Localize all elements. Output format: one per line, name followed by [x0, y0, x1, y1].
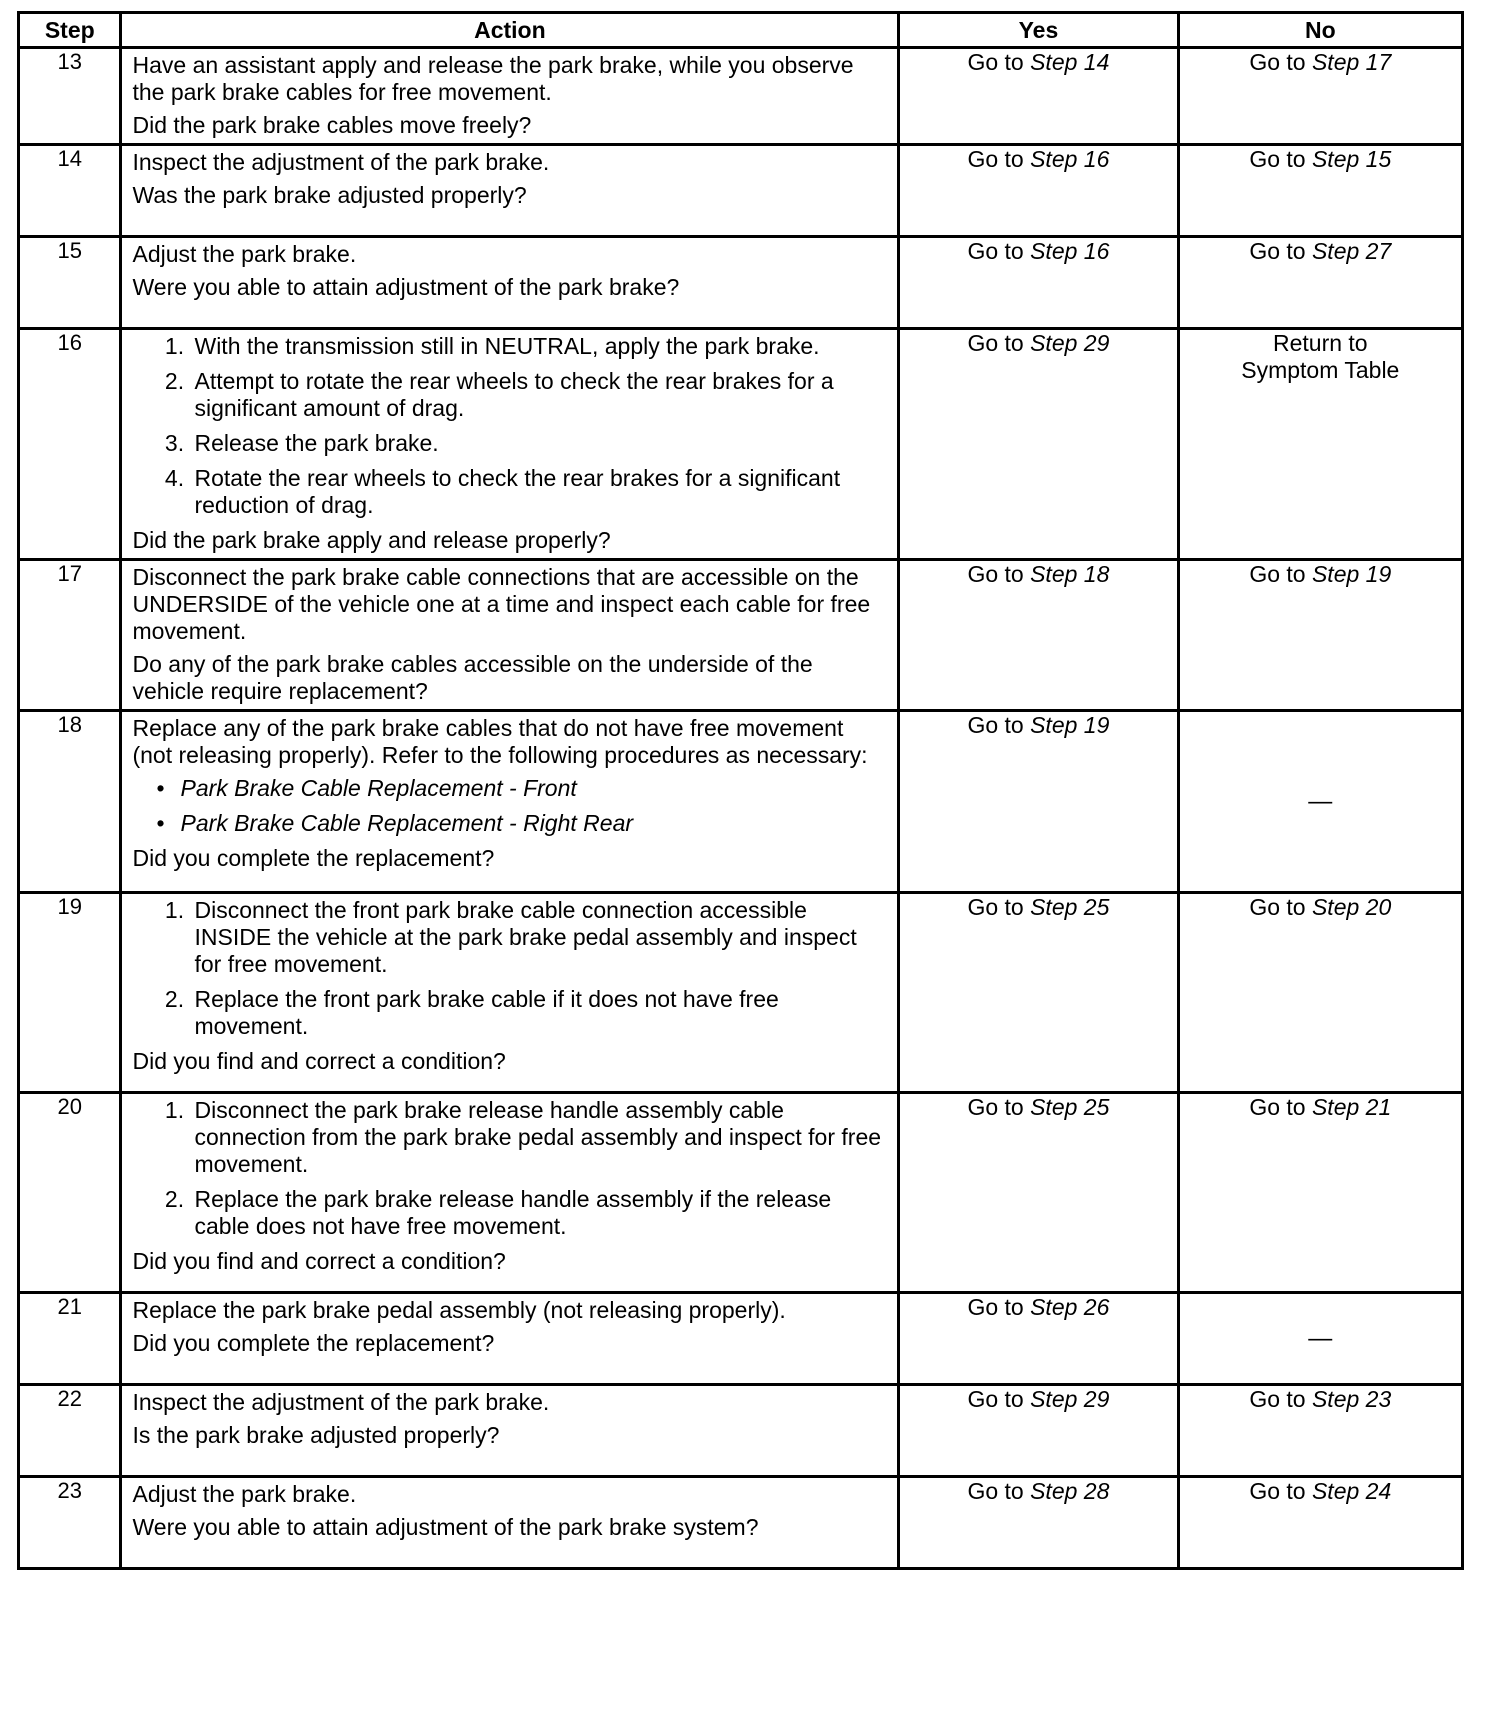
yes-step-link[interactable]: Step 28: [1030, 1478, 1110, 1504]
step-number: 20: [19, 1093, 121, 1293]
step-number: 23: [19, 1477, 121, 1569]
no-prefix: Go to: [1249, 1386, 1306, 1412]
procedure-link[interactable]: Park Brake Cable Replacement - Front: [180, 775, 577, 801]
yes-step-link[interactable]: Step 16: [1030, 146, 1110, 172]
yes-prefix: Go to: [967, 712, 1024, 738]
yes-step-link[interactable]: Step 29: [1030, 1386, 1110, 1412]
step-number: 19: [19, 893, 121, 1093]
table-row: [19, 48, 1463, 145]
yes-cell: [899, 145, 1178, 237]
no-step-link[interactable]: Step 23: [1311, 1386, 1392, 1412]
yes-prefix: Go to: [967, 330, 1024, 356]
action-question: Did you find and correct a condition?: [132, 1248, 506, 1274]
symptom-table-link[interactable]: Symptom Table: [1241, 357, 1400, 383]
action-question: Did the park brake cables move freely?: [132, 112, 532, 138]
action-cell: [121, 1477, 899, 1569]
procedure-list: [132, 775, 889, 837]
step-number: 22: [19, 1385, 121, 1477]
bullet-icon: •: [156, 775, 165, 801]
yes-cell: [899, 711, 1178, 893]
no-step-link[interactable]: Step 20: [1311, 894, 1392, 920]
list-item: 1. Disconnect the front park brake cable connection accessible INSIDE the vehicle at the park brake pedal assembly and inspect for free movement.: [190, 897, 889, 978]
list-item: 2. Attempt to rotate the rear wheels to check the rear brakes for a significant amount of drag.: [190, 368, 889, 422]
no-prefix: Go to: [1249, 238, 1306, 264]
list-item: 2. Replace the front park brake cable if it does not have free movement.: [190, 986, 889, 1040]
numbered-list: [132, 333, 889, 519]
yes-cell: [899, 48, 1178, 145]
no-cell: [1178, 145, 1462, 237]
action-question: Did you complete the replacement?: [132, 845, 495, 871]
yes-cell: [899, 1293, 1178, 1385]
no-prefix: Go to: [1249, 561, 1306, 587]
diagnostic-steps-table: [17, 11, 1464, 1570]
yes-step-link[interactable]: Step 18: [1030, 561, 1110, 587]
action-intro: Inspect the adjustment of the park brake.: [132, 1389, 550, 1415]
yes-cell: [899, 329, 1178, 560]
action-question: Did you find and correct a condition?: [132, 1048, 506, 1074]
no-cell: [1178, 237, 1462, 329]
yes-cell: [899, 237, 1178, 329]
table-row: [19, 1385, 1463, 1477]
yes-step-link[interactable]: Step 25: [1030, 1094, 1110, 1120]
list-item: 1. Disconnect the park brake release handle assembly cable connection from the park brake pedal assembly and inspect for free movement.: [190, 1097, 889, 1178]
yes-cell: [899, 1093, 1178, 1293]
yes-prefix: Go to: [967, 1386, 1024, 1412]
action-cell: [121, 1093, 899, 1293]
procedure-link[interactable]: Park Brake Cable Replacement - Right Rear: [180, 810, 634, 836]
no-cell: —: [1178, 1293, 1462, 1385]
no-step-link[interactable]: Step 17: [1311, 49, 1392, 75]
yes-cell: [899, 1477, 1178, 1569]
action-cell: [121, 711, 899, 893]
action-cell: [121, 1293, 899, 1385]
yes-cell: [899, 560, 1178, 711]
action-cell: [121, 145, 899, 237]
yes-step-link[interactable]: Step 29: [1030, 330, 1110, 356]
step-number: 14: [19, 145, 121, 237]
no-cell: [1178, 1093, 1462, 1293]
yes-prefix: Go to: [967, 1294, 1024, 1320]
action-cell: [121, 560, 899, 711]
no-prefix: Go to: [1249, 1094, 1306, 1120]
action-cell: [121, 237, 899, 329]
no-cell: [1178, 329, 1462, 560]
header-step: Step: [19, 13, 121, 48]
action-intro: Replace the park brake pedal assembly (not releasing properly).: [132, 1297, 786, 1323]
table-row: [19, 560, 1463, 711]
step-number: 15: [19, 237, 121, 329]
no-cell: [1178, 48, 1462, 145]
action-question: Was the park brake adjusted properly?: [132, 182, 527, 208]
no-prefix: Go to: [1249, 1478, 1306, 1504]
step-number: 21: [19, 1293, 121, 1385]
table-row: [19, 1293, 1463, 1385]
action-question: Is the park brake adjusted properly?: [132, 1422, 500, 1448]
diagnostic-table-container: [17, 11, 1464, 1570]
yes-cell: [899, 893, 1178, 1093]
action-cell: [121, 1385, 899, 1477]
header-row: [19, 13, 1463, 48]
no-cell: [1178, 560, 1462, 711]
header-action: Action: [121, 13, 899, 48]
yes-step-link[interactable]: Step 19: [1030, 712, 1110, 738]
action-cell: [121, 329, 899, 560]
yes-prefix: Go to: [967, 146, 1024, 172]
action-intro: Have an assistant apply and release the park brake, while you observe the park brake cables for free movement.: [132, 52, 854, 105]
procedure-item: [156, 775, 889, 802]
no-cell: [1178, 893, 1462, 1093]
no-cell: —: [1178, 711, 1462, 893]
yes-prefix: Go to: [967, 238, 1024, 264]
step-number: 17: [19, 560, 121, 711]
no-prefix: Go to: [1249, 894, 1306, 920]
action-question: Do any of the park brake cables accessible on the underside of the vehicle require replacement?: [132, 651, 813, 704]
no-step-link[interactable]: Step 24: [1311, 1478, 1392, 1504]
return-to-line[interactable]: Return to: [1272, 330, 1368, 356]
numbered-list: [132, 897, 889, 1040]
list-item: 1. With the transmission still in NEUTRAL, apply the park brake.: [190, 333, 889, 360]
yes-step-link[interactable]: Step 16: [1030, 238, 1110, 264]
table-row: [19, 145, 1463, 237]
action-question: Were you able to attain adjustment of the park brake?: [132, 274, 680, 300]
step-number: 16: [19, 329, 121, 560]
action-question: Were you able to attain adjustment of the park brake system?: [132, 1514, 759, 1540]
procedure-item: [156, 810, 889, 837]
header-no: No: [1178, 13, 1462, 48]
yes-prefix: Go to: [967, 49, 1024, 75]
numbered-list: [132, 1097, 889, 1240]
yes-step-link[interactable]: Step 25: [1030, 894, 1110, 920]
no-step-link[interactable]: Step 15: [1311, 146, 1392, 172]
table-row: [19, 893, 1463, 1093]
action-question: Did the park brake apply and release properly?: [132, 527, 611, 553]
yes-prefix: Go to: [967, 894, 1024, 920]
list-item: 4. Rotate the rear wheels to check the rear brakes for a significant reduction of drag.: [190, 465, 889, 519]
action-cell: [121, 48, 899, 145]
table-row: [19, 1477, 1463, 1569]
yes-step-link[interactable]: Step 14: [1030, 49, 1110, 75]
no-step-link[interactable]: Step 21: [1311, 1094, 1392, 1120]
table-row: [19, 329, 1463, 560]
no-prefix: Go to: [1249, 49, 1306, 75]
no-cell: [1178, 1385, 1462, 1477]
step-number: 13: [19, 48, 121, 145]
yes-prefix: Go to: [967, 561, 1024, 587]
action-cell: [121, 893, 899, 1093]
action-intro: Adjust the park brake.: [132, 1481, 357, 1507]
yes-cell: [899, 1385, 1178, 1477]
table-row: [19, 711, 1463, 893]
no-step-link[interactable]: Step 19: [1311, 561, 1392, 587]
table-row: [19, 1093, 1463, 1293]
no-step-link[interactable]: Step 27: [1311, 238, 1392, 264]
no-cell: [1178, 1477, 1462, 1569]
action-intro: Inspect the adjustment of the park brake.: [132, 149, 550, 175]
action-question: Did you complete the replacement?: [132, 1330, 495, 1356]
list-item: 3. Release the park brake.: [190, 430, 889, 457]
header-yes: Yes: [899, 13, 1178, 48]
bullet-icon: •: [156, 810, 165, 836]
yes-prefix: Go to: [967, 1094, 1024, 1120]
yes-step-link[interactable]: Step 26: [1030, 1294, 1110, 1320]
action-intro: Adjust the park brake.: [132, 241, 357, 267]
action-intro: Disconnect the park brake cable connections that are accessible on the UNDERSIDE of the vehicle one at a time and inspect each cable for free movement.: [132, 564, 871, 644]
table-row: [19, 237, 1463, 329]
step-number: 18: [19, 711, 121, 893]
list-item: 2. Replace the park brake release handle assembly if the release cable does not have free movement.: [190, 1186, 889, 1240]
no-prefix: Go to: [1249, 146, 1306, 172]
action-intro: Replace any of the park brake cables that do not have free movement (not releasing properly). Refer to the following procedures as necessary:: [132, 715, 868, 768]
yes-prefix: Go to: [967, 1478, 1024, 1504]
